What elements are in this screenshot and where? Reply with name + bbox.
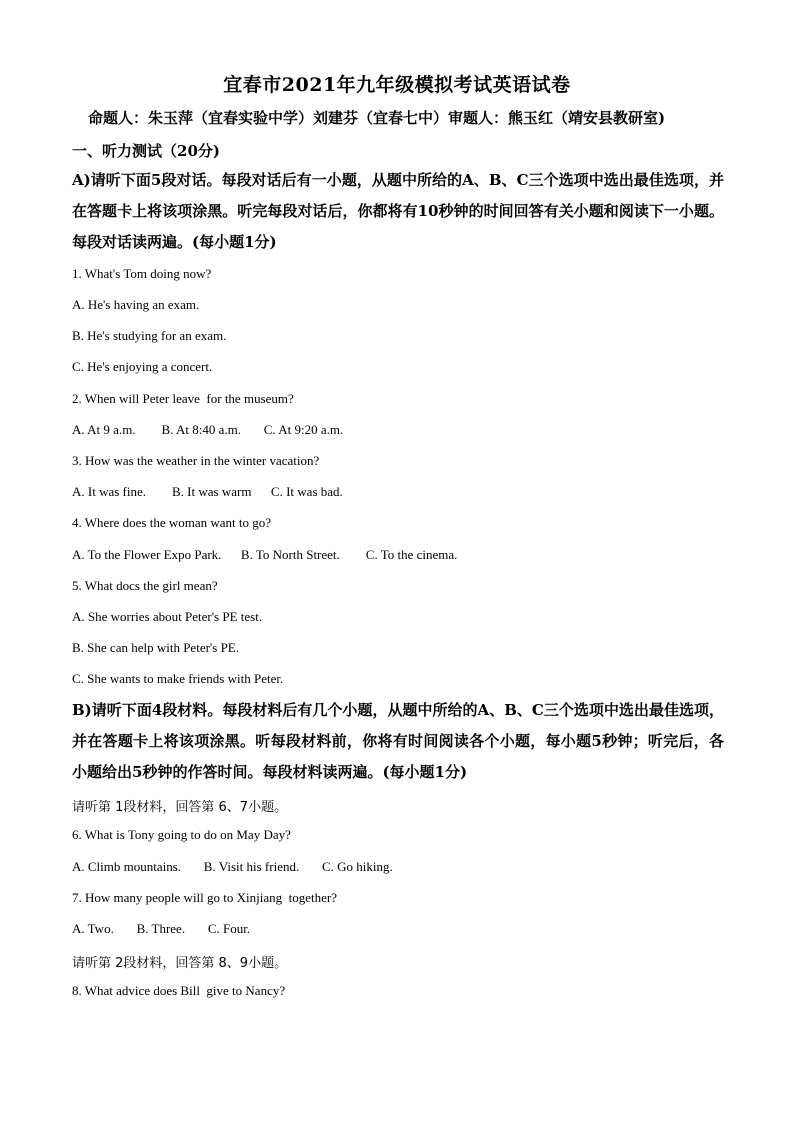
question-4-options: A. To the Flower Expo Park. B. To North Street. C. To the cinema. — [72, 547, 458, 562]
section-heading-listening: 一、听力测试（20分) — [72, 142, 220, 160]
material-2-note: 请听第 2段材料，回答第 8、9小题。 — [72, 956, 288, 971]
document-title: 宜春市2021年九年级模拟考试英语试卷 — [223, 74, 571, 96]
question-1: 1. What's Tom doing now? — [72, 266, 212, 281]
material-1-note: 请听第 1段材料，回答第 6、7小题。 — [72, 800, 288, 815]
question-5-option-c: C. She wants to make friends with Peter. — [72, 671, 284, 686]
question-7-options: A. Two. B. Three. C. Four. — [72, 921, 251, 936]
question-2: 2. When will Peter leave for the museum? — [72, 391, 294, 406]
question-7: 7. How many people will go to Xinjiang together? — [72, 890, 338, 905]
question-6-options: A. Climb mountains. B. Visit his friend. C. Go hiking. — [72, 859, 393, 874]
question-2-options: A. At 9 a.m. B. At 8:40 a.m. C. At 9:20 a.m. — [72, 422, 344, 437]
question-8: 8. What advice does Bill give to Nancy? — [72, 983, 286, 998]
author-line: 命题人：朱玉萍（宜春实验中学）刘建芬（宜春七中）审题人：熊玉红（靖安县教研室) — [88, 109, 666, 127]
question-5: 5. What docs the girl mean? — [72, 578, 218, 593]
part-a-instructions: A)请听下面5段对话。每段对话后有一小题，从题中所给的A、B、C三个选项中选出最佳选项，并在答题卡上将该项涂黑。听完每段对话后，你都将有10秒钟的时间回答有关小题和阅读下一小题。每段对话读两遍。(每小题1分) — [72, 171, 724, 251]
question-1-option-a: A. He's having an exam. — [72, 297, 200, 312]
part-b-instructions: B)请听下面4段材料。每段材料后有几个小题，从题中所给的A、B、C三个选项中选出最佳选项，并在答题卡上将该项涂黑。听每段材料前，你将有时间阅读各个小题，每小题5秒钟；听完后，各小题给出5秒钟的作答时间。每段材料读两遍。(每小题1分) — [72, 701, 724, 781]
question-3: 3. How was the weather in the winter vacation? — [72, 453, 320, 468]
question-5-option-a: A. She worries about Peter's PE test. — [72, 609, 263, 624]
question-1-option-c: C. He's enjoying a concert. — [72, 359, 213, 374]
question-6: 6. What is Tony going to do on May Day? — [72, 827, 291, 842]
question-4: 4. Where does the woman want to go? — [72, 515, 272, 530]
question-5-option-b: B. She can help with Peter's PE. — [72, 640, 239, 655]
question-1-option-b: B. He's studying for an exam. — [72, 328, 227, 343]
question-3-options: A. It was fine. B. It was warm C. It was bad. — [72, 484, 343, 499]
